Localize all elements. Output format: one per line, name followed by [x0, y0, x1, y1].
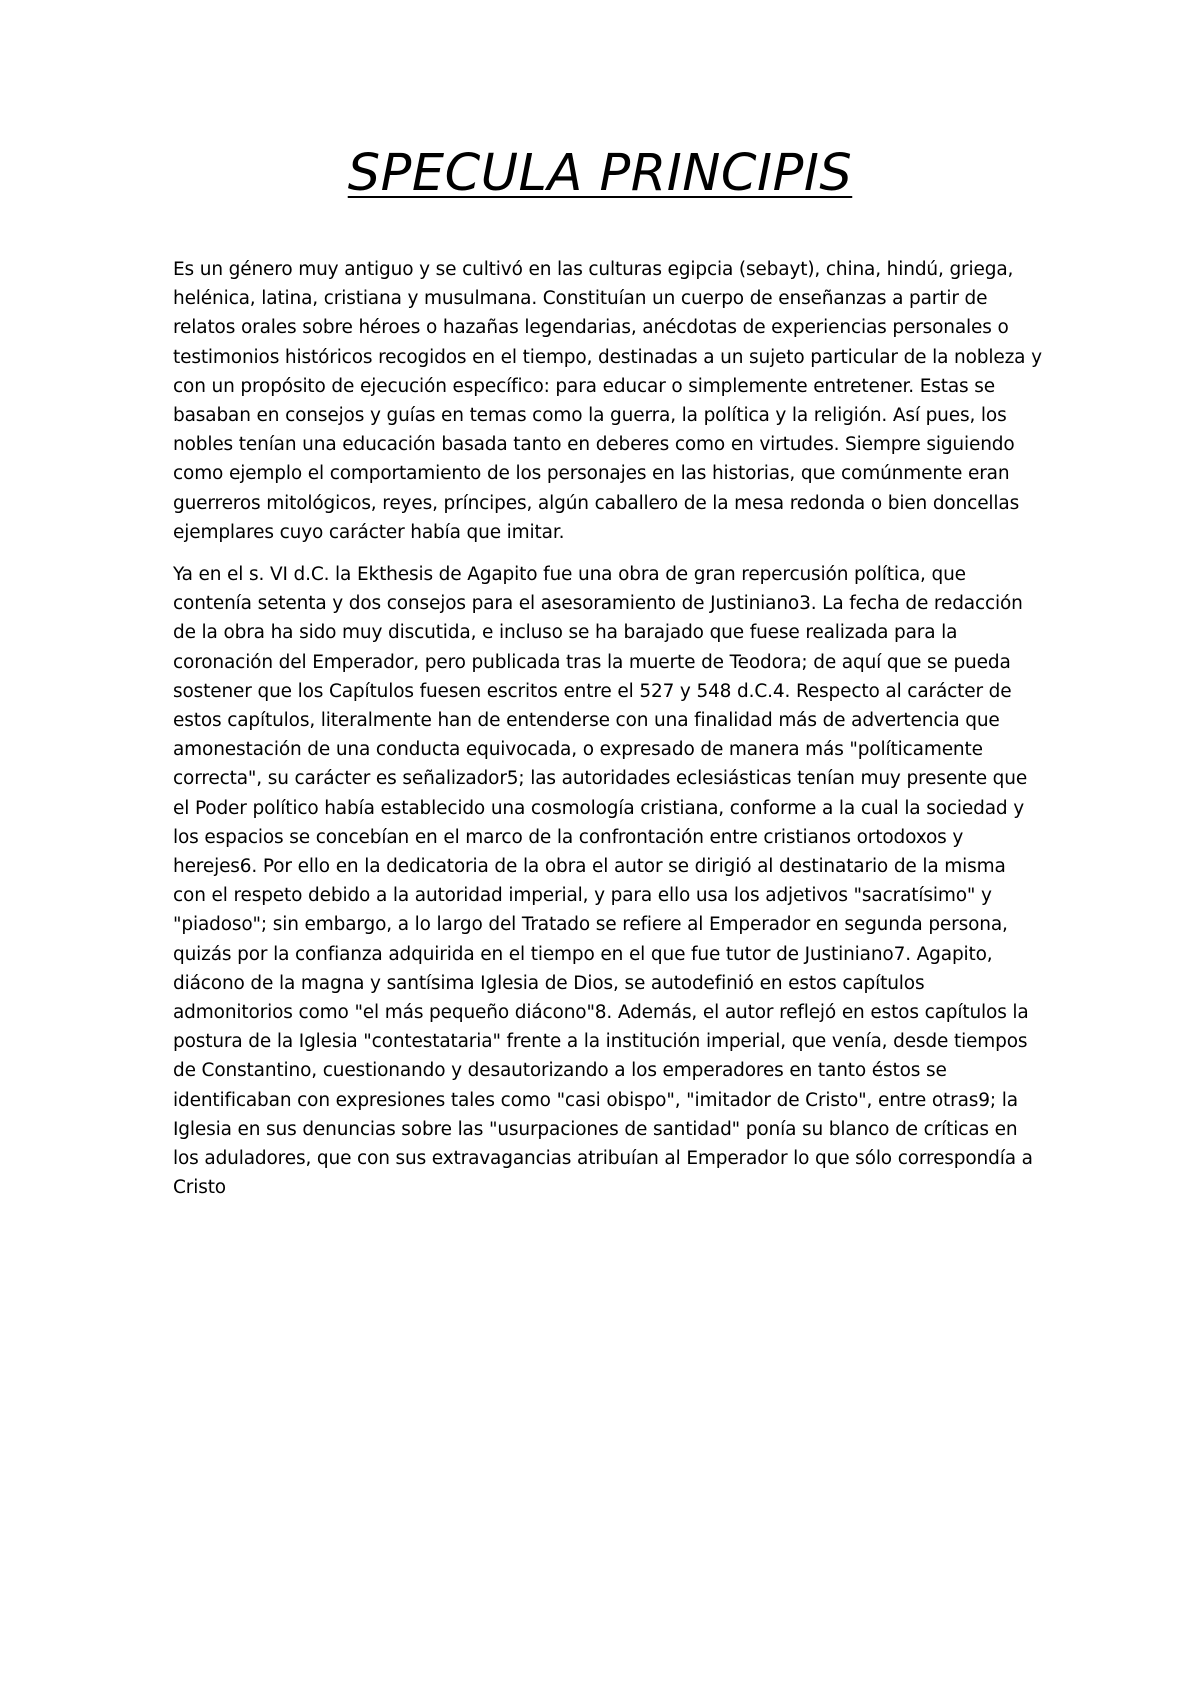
- paragraph-intro: Es un género muy antiguo y se cultivó en las culturas egipcia (sebayt), china, hindú, griega, helénica, latina, cristiana y musulmana. Constituían un cuerpo de enseñanzas a partir de relatos orales sobre héroes o hazañas legendarias, anécdotas de experiencias personales o testimonios históricos recogidos en el tiempo, destinadas a un sujeto particular de la nobleza y con un propósito de ejecución específico: para educar o simplemente entretener. Estas se basaban en consejos y guías en temas como la guerra, la política y la religión. Así pues, los nobles tenían una educación basada tanto en deberes como en virtudes. Siempre siguiendo como ejemplo el comportamiento de los personajes en las historias, que comúnmente eran guerreros mitológicos, reyes, príncipes, algún caballero de la mesa redonda o bien doncellas ejemplares cuyo carácter había que imitar.: [173, 259, 1042, 543]
- paragraph-ekthesis: Ya en el s. VI d.C. la Ekthesis de Agapito fue una obra de gran repercusión política, que contenía setenta y dos consejos para el asesoramiento de Justiniano3. La fecha de redacción de la obra ha sido muy discutida, e incluso se ha barajado que fuese realizada para la coronación del Emperador, pero publicada tras la muerte de Teodora; de aquí que se pueda sostener que los Capítulos fuesen escritos entre el 527 y 548 d.C.4. Respecto al carácter de estos capítulos, literalmente han de entenderse con una finalidad más de advertencia que amonestación de una conducta equivocada, o expresado de manera más "políticamente correcta", su carácter es señalizador5; las autoridades eclesiásticas tenían muy presente que el Poder político había establecido una cosmología cristiana, conforme a la cual la sociedad y los espacios se concebían en el marco de la confrontación entre cristianos ortodoxos y herejes6. Por ello en la dedicatoria de la obra el autor se dirigió al destinatario de la misma con el respeto debido a la autoridad imperial, y para ello usa los adjetivos "sacratísimo" y "piadoso"; sin embargo, a lo largo del Tratado se refiere al Emperador en segunda persona, quizás por la confianza adquirida en el tiempo en el que fue tutor de Justiniano7. Agapito, diácono de la magna y santísima Iglesia de Dios, se autodefinió en estos capítulos admonitorios como "el más pequeño diácono"8. Además, el autor reflejó en estos capítulos la postura de la Iglesia "contestataria" frente a la institución imperial, que venía, desde tiempos de Constantino, cuestionando y desautorizando a los emperadores en tanto éstos se identificaban con expresiones tales como "casi obispo", "imitador de Cristo", entre otras9; la Iglesia en sus denuncias sobre las "usurpaciones de santidad" ponía su blanco de críticas en los aduladores, que con sus extravagancias atribuían al Emperador lo que sólo correspondía a Cristo: [173, 564, 1033, 1199]
- document-body: [173, 255, 1043, 1216]
- document-title: SPECULA PRINCIPIS: [347, 144, 853, 203]
